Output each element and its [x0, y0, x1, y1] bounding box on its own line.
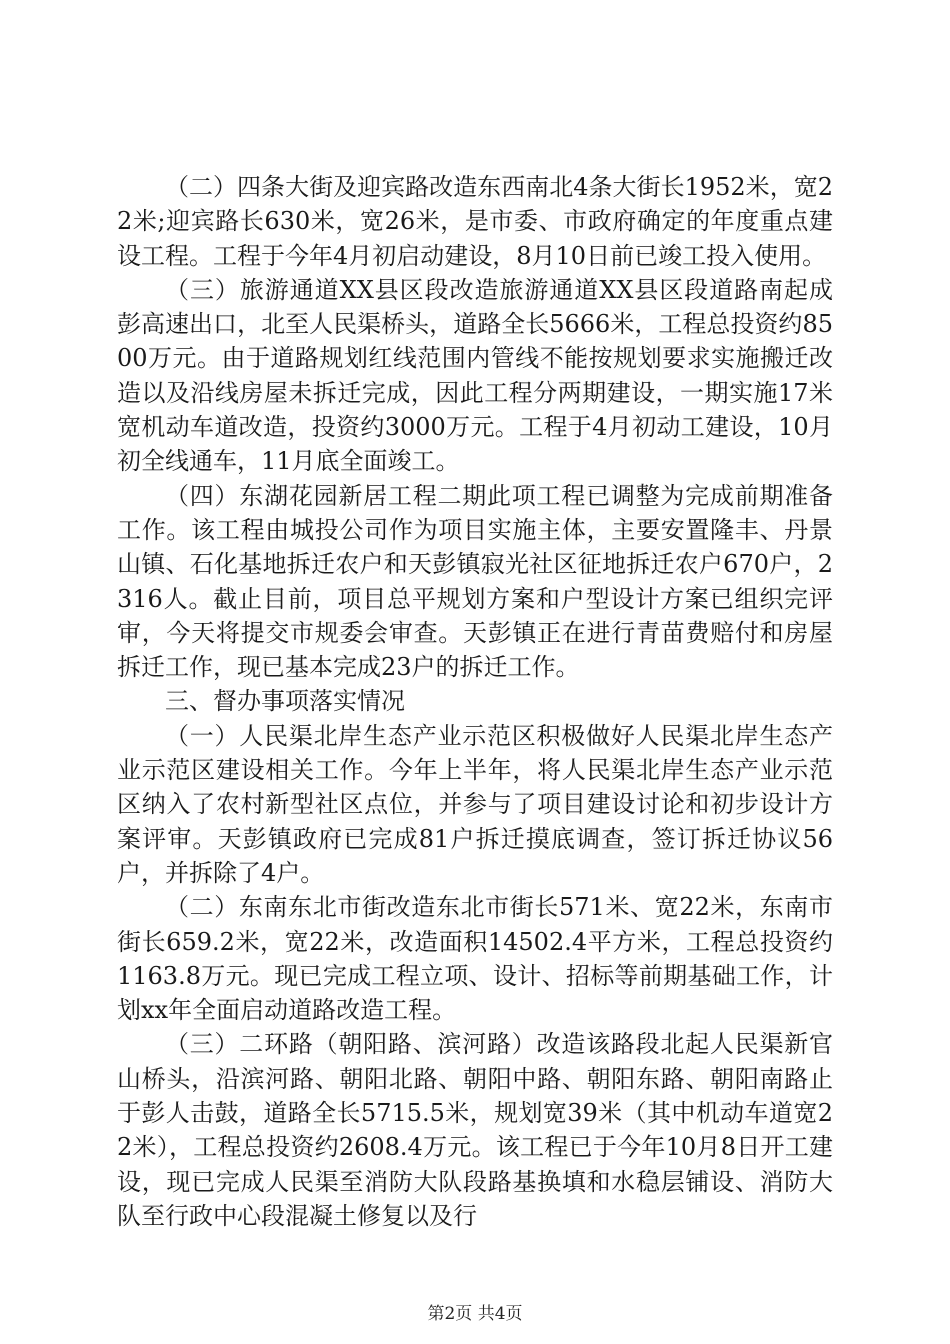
section-heading: 三、督办事项落实情况 [165, 687, 405, 716]
paragraph-ring-road: （三）二环路（朝阳路、滨河路）改造该路段北起人民渠新官山桥头，沿滨河路、朝阳北路、朝阳中路、朝阳东路、朝阳南路止于彭人击鼓，道路全长5715.5米，规划宽39米（其中机动车道宽22米），工程总投资约2608.4万元。该工程已于今年10月8日开工建设，现已完成人民渠至消防大队段路基换填和水稳层铺设、消防大队至行政中心段混凝土修复以及行 [117, 1030, 833, 1230]
paragraph-market-street: （二）东南东北市街改造东北市街长571米、宽22米，东南市街长659.2米，宽22米，改造面积14502.4平方米，工程总投资约1163.8万元。现已完成工程立项、设计、招标等前期基础工作，计划xx年全面启动道路改造工程。 [117, 893, 833, 1025]
page-number-footer: 第2页 共4页 [427, 1304, 523, 1324]
paragraph-donghu-garden: （四）东湖花园新居工程二期此项工程已调整为完成前期准备工作。该工程由城投公司作为项目实施主体，主要安置隆丰、丹景山镇、石化基地拆迁农户和天彭镇寂光社区征地拆迁农户670户，2316人。截止目前，项目总平规划方案和户型设计方案已组织完评审，今天将提交市规委会审查。天彭镇正在进行青苗费赔付和房屋拆迁工作，现已基本完成23户的拆迁工作。 [117, 481, 833, 682]
paragraph-tourism-road: （三）旅游通道XX县区段改造旅游通道XX县区段道路南起成彭高速出口，北至人民渠桥头，道路全长5666米，工程总投资约8500万元。由于道路规划红线范围内管线不能按规划要求实施搬迁改造以及沿线房屋未拆迁完成，因此工程分两期建设，一期实施17米宽机动车道改造，投资约3000万元。工程于4月初动工建设，10月初全线通车，11月底全面竣工。 [117, 275, 833, 476]
paragraph-renminqu-eco-zone: （一）人民渠北岸生态产业示范区积极做好人民渠北岸生态产业示范区建设相关工作。今年上半年，将人民渠北岸生态产业示范区纳入了农村新型社区点位，并参与了项目建设讨论和初步设计方案评审。天彭镇政府已完成81户拆迁摸底调查，签订拆迁协议56户，并拆除了4户。 [117, 721, 833, 887]
paragraph-four-streets: （二）四条大街及迎宾路改造东西南北4条大街长1952米，宽22米;迎宾路长630米，宽26米，是市委、市政府确定的年度重点建设工程。工程于今年4月初启动建设，8月10日前已竣工投入使用。 [117, 173, 833, 270]
document-body [117, 170, 833, 1233]
